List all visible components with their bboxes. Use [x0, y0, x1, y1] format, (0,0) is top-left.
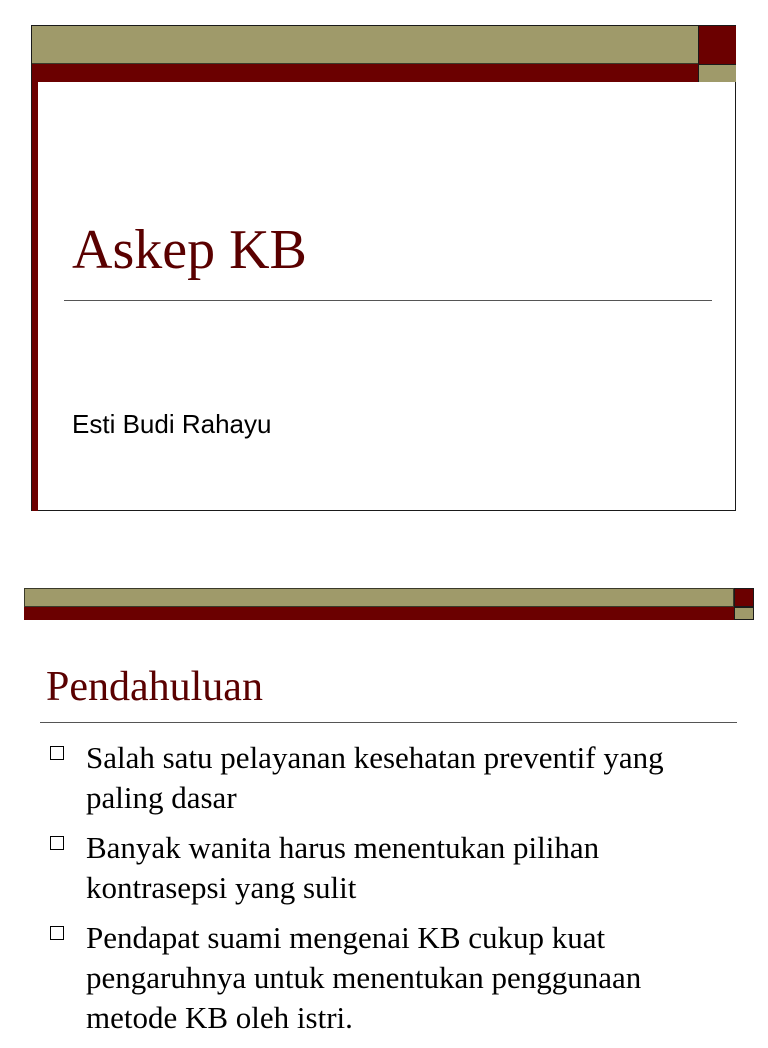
corner-olive-square [734, 607, 754, 620]
list-item [48, 738, 738, 818]
bullet-text: Pendapat suami mengenai KB cukup kuat pengaruhnya untuk menentukan penggunaan metode KB oleh istri. [86, 920, 642, 1035]
author-name: Esti Budi Rahayu [72, 409, 272, 439]
bullet-list [48, 738, 738, 1048]
hollow-square-icon [50, 836, 64, 850]
header-maroon-band [32, 64, 698, 82]
list-item [48, 918, 738, 1038]
hollow-square-icon [50, 926, 64, 940]
corner-maroon-square [734, 588, 754, 607]
left-maroon-bar [32, 82, 38, 511]
header-olive-band [32, 26, 698, 64]
title-divider [64, 300, 712, 301]
list-item [48, 828, 738, 908]
bullet-text: Banyak wanita harus menentukan pilihan kontrasepsi yang sulit [86, 830, 600, 905]
section-title: Pendahuluan [46, 664, 263, 710]
bullet-text: Salah satu pelayanan kesehatan preventif yang paling dasar [86, 740, 664, 815]
header-olive-band [24, 588, 734, 607]
corner-maroon-square [698, 26, 736, 64]
header-maroon-band [24, 607, 734, 620]
title-slide [31, 25, 736, 511]
slide-title: Askep KB [72, 219, 307, 281]
title-divider [40, 722, 737, 723]
corner-olive-square [698, 64, 736, 82]
hollow-square-icon [50, 746, 64, 760]
